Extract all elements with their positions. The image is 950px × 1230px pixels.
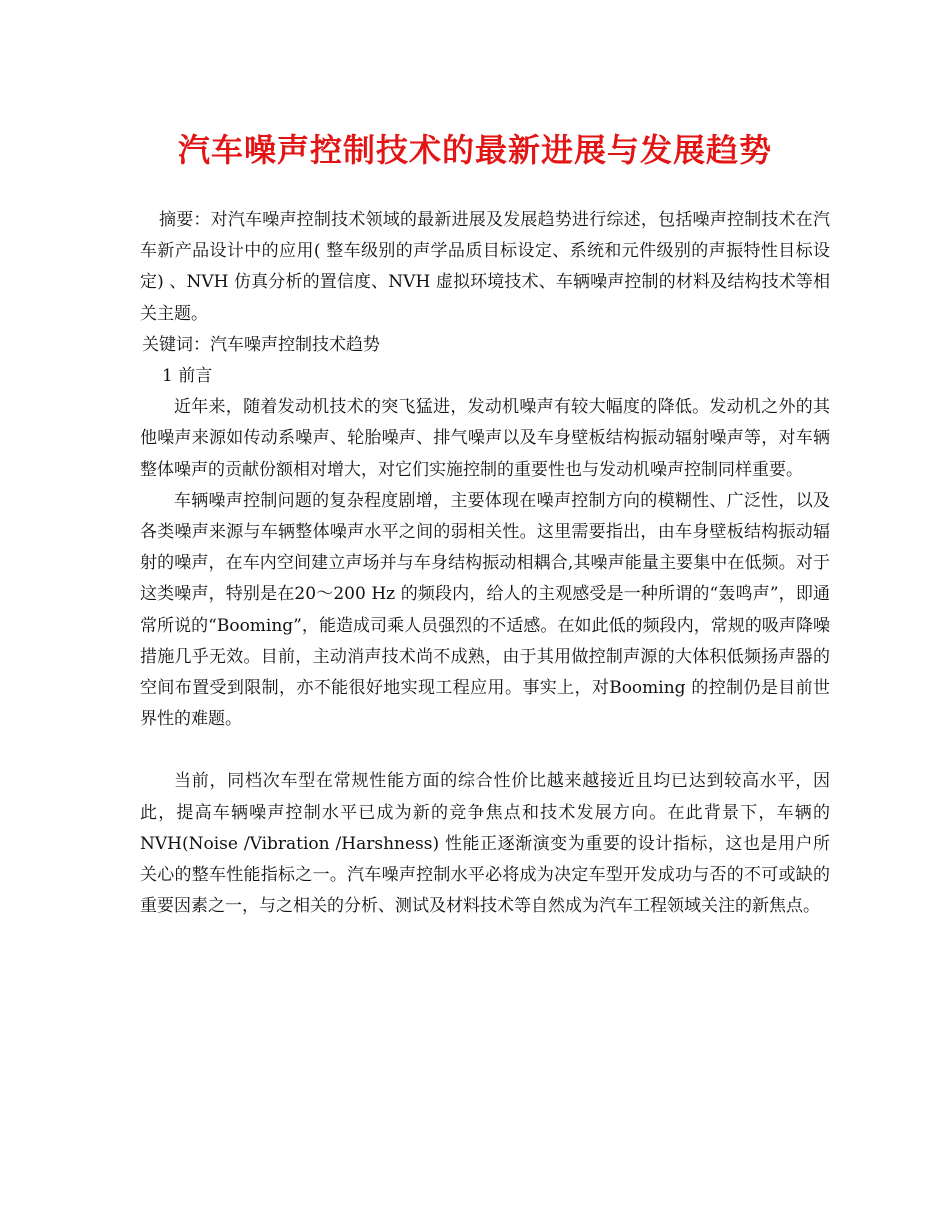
body-paragraph: 车辆噪声控制问题的复杂程度剧增，主要体现在噪声控制方向的模糊性、广泛性，以及各类噪声来源与车辆整体噪声水平之间的弱相关性。这里需要指出，由车身壁板结构振动辐射的噪声，在车内空间建立声场并与车身结构振动相耦合,其噪声能量主要集中在低频。对于这类噪声，特别是在20～200 Hz 的频段内，给人的主观感受是一种所谓的“轰鸣声”，即通常所说的“Booming”，能造成司乘人员强烈的不适感。在如此低的频段内，常规的吸声降噪措施几乎无效。目前，主动消声技术尚不成熟，由于其用做控制声源的大体积低频扬声器的空间布置受到限制，亦不能很好地实现工程应用。事实上，对Booming 的控制仍是目前世界性的难题。 bbox=[140, 490, 830, 730]
body-paragraph: 近年来，随着发动机技术的突飞猛进，发动机噪声有较大幅度的降低。发动机之外的其他噪声来源如传动系噪声、轮胎噪声、排气噪声以及车身壁板结构振动辐射噪声等，对车辆整体噪声的贡献份额相对增大，对它们实施控制的重要性也与发动机噪声控制同样重要。 bbox=[140, 397, 830, 480]
body-paragraph: 当前，同档次车型在常规性能方面的综合性价比越来越接近且均已达到较高水平，因此，提高车辆噪声控制水平已成为新的竞争焦点和技术发展方向。在此背景下，车辆的NVH(Noise /Vibration /Harshness) 性能正逐渐演变为重要的设计指标，这也是用户所关心的整车性能指标之一。汽车噪声控制水平必将成为决定车型开发成功与否的不可或缺的重要因素之一，与之相关的分析、测试及材料技术等自然成为汽车工程领域关注的新焦点。 bbox=[140, 771, 830, 917]
section-heading: 1 前言 bbox=[162, 366, 213, 387]
abstract-paragraph: 摘要：对汽车噪声控制技术领域的最新进展及发展趋势进行综述，包括噪声控制技术在汽车新产品设计中的应用( 整车级别的声学品质目标设定、系统和元件级别的声振特性目标设定) 、NVH 仿真分析的置信度、NVH 虚拟环境技术、车辆噪声控制的材料及结构技术等相关主题。 bbox=[140, 210, 830, 324]
document-body bbox=[140, 205, 830, 922]
document-title: 汽车噪声控制技术的最新进展与发展趋势 bbox=[177, 131, 772, 169]
paragraph-spacer bbox=[140, 735, 830, 766]
keywords-line: 关键词：汽车噪声控制技术趋势 bbox=[142, 334, 380, 355]
